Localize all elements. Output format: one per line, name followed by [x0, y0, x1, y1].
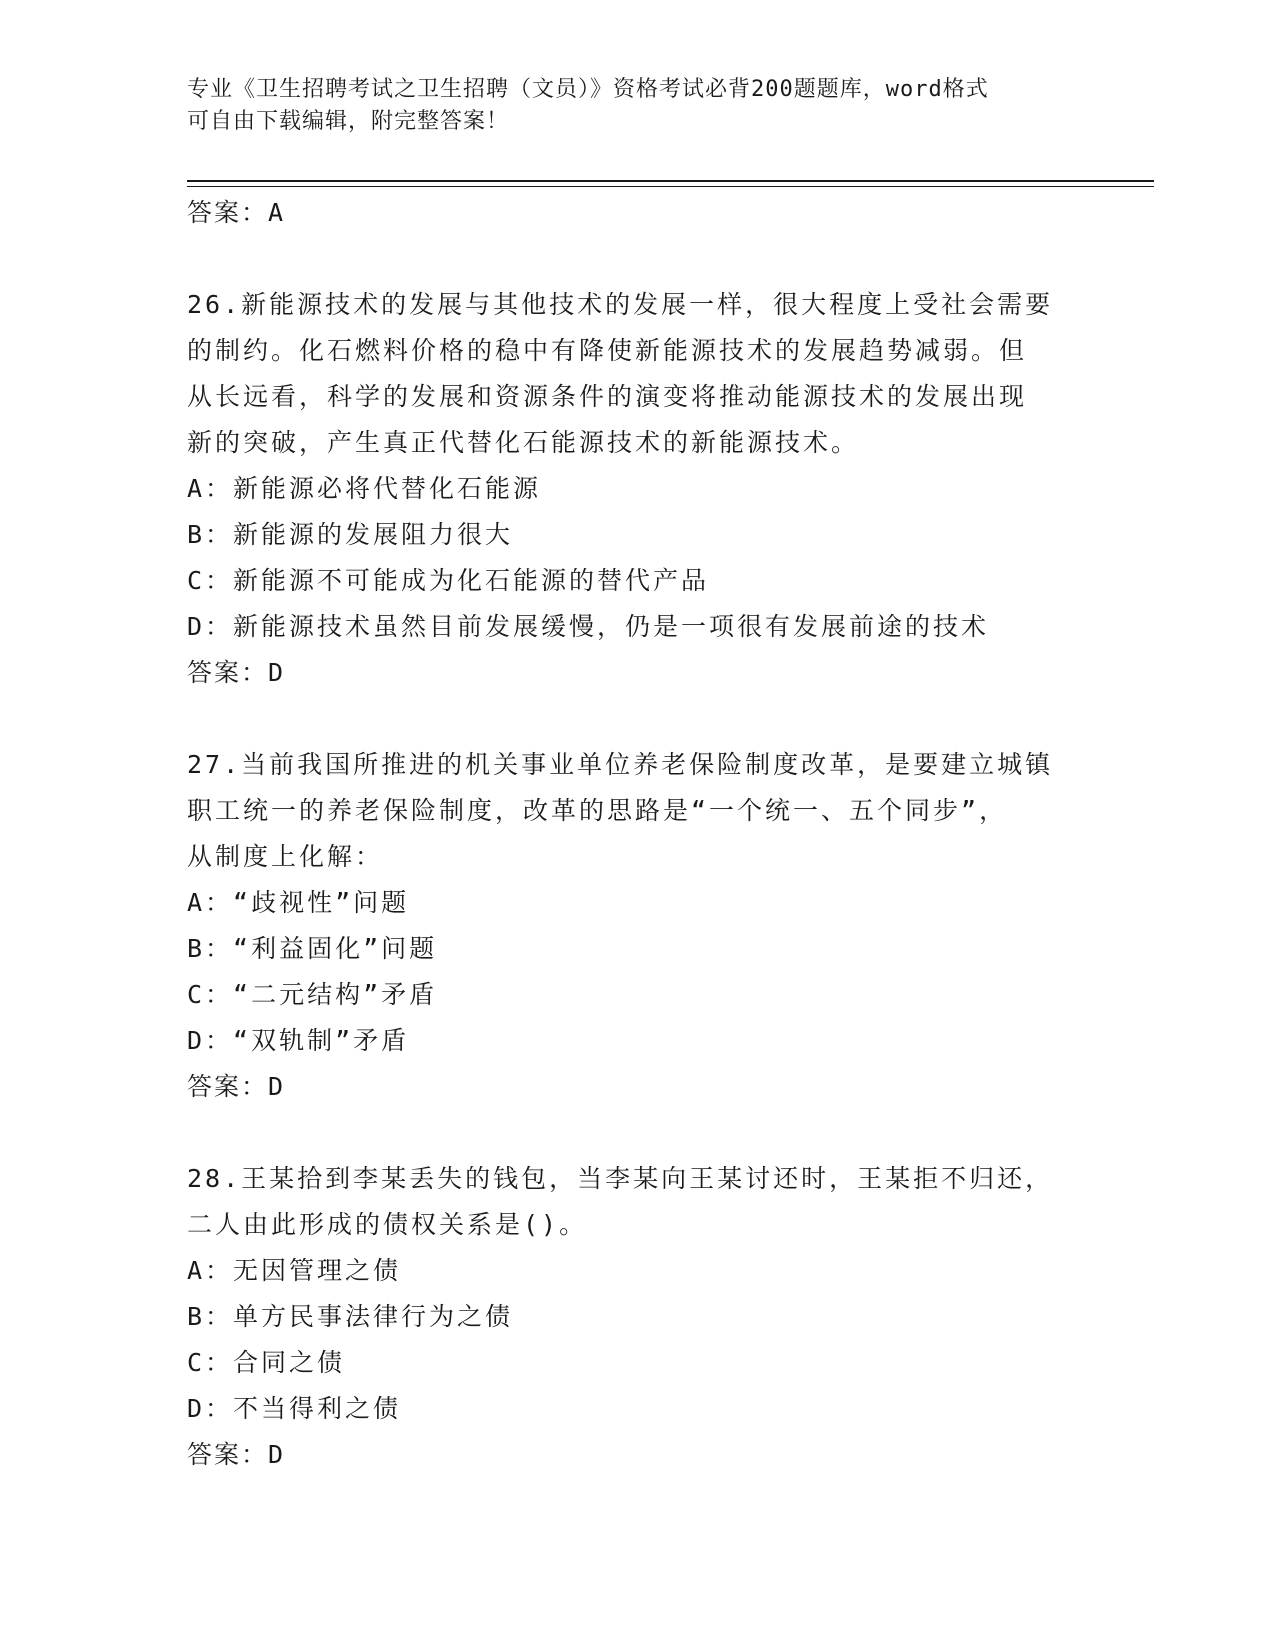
document-header — [187, 74, 1087, 138]
question-text-line: 新的突破，产生真正代替化石能源技术的新能源技术。 — [187, 428, 860, 457]
option-b: B：单方民事法律行为之债 — [187, 1302, 514, 1331]
spacer — [187, 1110, 1087, 1156]
option-d: D：不当得利之债 — [187, 1394, 402, 1423]
question-text-line: 26.新能源技术的发展与其他技术的发展一样，很大程度上受社会需要 — [187, 290, 1054, 319]
question-text-line: 职工统一的养老保险制度，改革的思路是“一个统一、五个同步”， — [187, 796, 1008, 825]
option-b: B：“利益固化”问题 — [187, 934, 438, 963]
header-line-2: 可自由下载编辑，附完整答案！ — [187, 109, 510, 134]
answer-26: 答案：D — [187, 658, 286, 687]
answer-27: 答案：D — [187, 1072, 286, 1101]
question-text-line: 的制约。化石燃料价格的稳中有降使新能源技术的发展趋势减弱。但 — [187, 336, 1028, 365]
header-divider-thin — [187, 186, 1154, 187]
option-c: C：“二元结构”矛盾 — [187, 980, 438, 1009]
question-text-line: 27.当前我国所推进的机关事业单位养老保险制度改革，是要建立城镇 — [187, 750, 1054, 779]
header-divider — [187, 180, 1154, 182]
question-26 — [187, 282, 1087, 696]
question-text-line: 28.王某拾到李某丢失的钱包，当李某向王某讨还时，王某拒不归还， — [187, 1164, 1054, 1193]
question-27 — [187, 742, 1087, 1110]
question-28 — [187, 1156, 1087, 1478]
question-content — [187, 190, 1087, 1478]
option-b: B：新能源的发展阻力很大 — [187, 520, 514, 549]
header-line-1: 专业《卫生招聘考试之卫生招聘（文员）》资格考试必背200题题库，word格式 — [187, 77, 989, 102]
question-text-line: 从长远看，科学的发展和资源条件的演变将推动能源技术的发展出现 — [187, 382, 1028, 411]
option-a: A：“歧视性”问题 — [187, 888, 410, 917]
option-a: A：无因管理之债 — [187, 1256, 402, 1285]
option-d: D：新能源技术虽然目前发展缓慢，仍是一项很有发展前途的技术 — [187, 612, 990, 641]
option-d: D：“双轨制”矛盾 — [187, 1026, 410, 1055]
option-c: C：合同之债 — [187, 1348, 346, 1377]
answer-25: 答案：A — [187, 198, 286, 227]
spacer — [187, 236, 1087, 282]
option-c: C：新能源不可能成为化石能源的替代产品 — [187, 566, 710, 595]
option-a: A：新能源必将代替化石能源 — [187, 474, 542, 503]
question-text-line: 二人由此形成的债权关系是()。 — [187, 1210, 588, 1239]
spacer — [187, 696, 1087, 742]
answer-28: 答案：D — [187, 1440, 286, 1469]
question-text-line: 从制度上化解： — [187, 842, 384, 871]
